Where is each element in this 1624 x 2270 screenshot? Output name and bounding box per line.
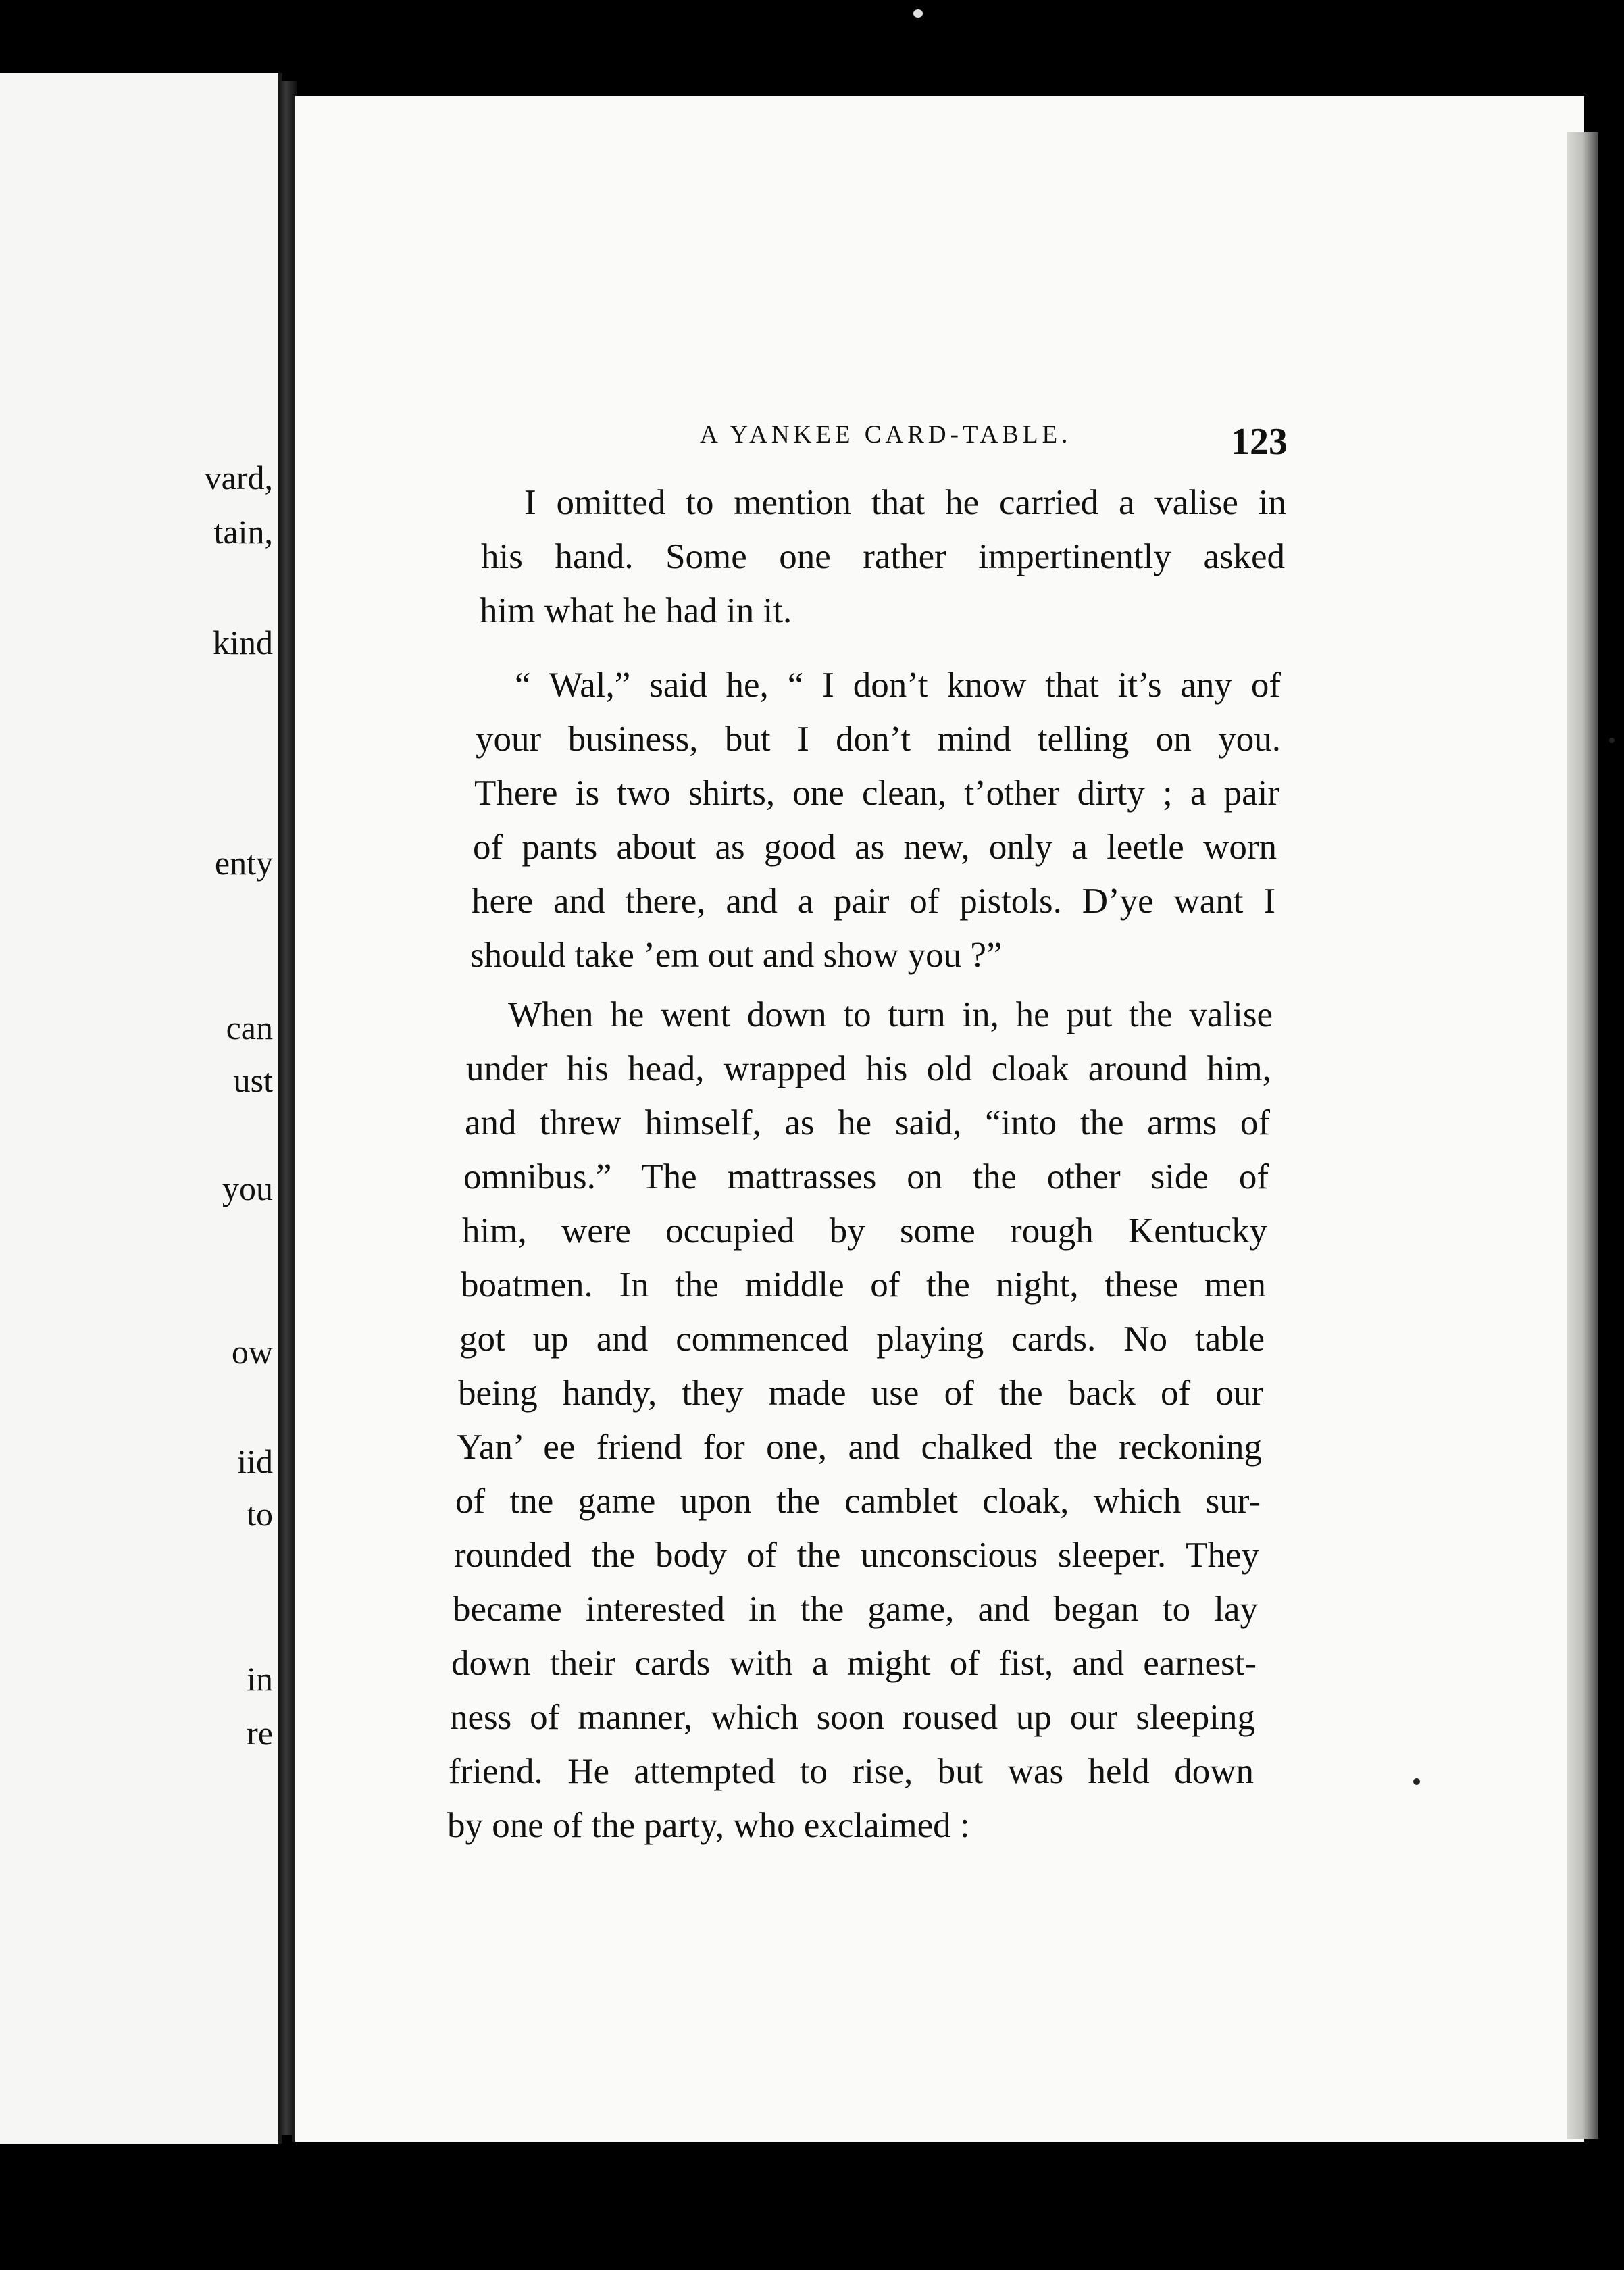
scan-speck [1609,738,1615,743]
left-page-line: can [226,1009,273,1046]
left-page-line: in [247,1660,273,1698]
text-line: got up and commenced playing cards. No table [459,1319,1265,1359]
page-edge-shadow [1567,132,1598,2139]
text-line: being handy, they made use of the back of our [458,1373,1263,1413]
text-line: “ Wal,” said he, “ I don’t know that it’s any of [515,665,1281,705]
text-line: should take ’em out and show you ?” [470,936,1003,975]
text-line: Yan’ ee friend for one, and chalked the reckoning [457,1428,1262,1467]
text-line: of pants about as good as new, only a leetle worn [473,828,1277,867]
page-number: 123 [1231,421,1288,463]
text-line: There is two shirts, one clean, t’other dirty ; a pair [474,774,1279,813]
left-page-line: kind [213,624,273,661]
scan-speck [913,9,923,18]
left-page-line: you [222,1169,273,1207]
text-line: his hand. Some one rather impertinently asked [481,537,1285,576]
text-line: ness of manner, which soon roused up our sleeping [450,1698,1255,1737]
left-page-line: re [247,1714,273,1752]
text-line: here and there, and a pair of pistols. D’ye want I [472,882,1275,921]
text-line: of tne game upon the camblet cloak, which sur- [455,1482,1261,1521]
text-line: rounded the body of the unconscious sleeper. They [454,1536,1259,1575]
left-page-line: ow [231,1333,273,1371]
text-line: your business, but I don’t mind telling on you. [476,720,1281,759]
text-line: and threw himself, as he said, “into the arms of [465,1103,1270,1142]
text-line: him, were occupied by some rough Kentucky [462,1211,1267,1251]
text-line: him what he had in it. [480,591,792,630]
left-page-line: vard, [204,459,273,497]
left-page-line: iid [237,1442,273,1480]
left-page-line: tain, [213,513,273,551]
text-line: down their cards with a might of fist, and earnest- [451,1644,1257,1683]
left-page-line: to [247,1495,273,1533]
text-line: became interested in the game, and began to lay [453,1590,1258,1629]
text-line: I omitted to mention that he carried a valise in [524,483,1286,522]
running-head: A YANKEE CARD-TABLE. [700,421,1072,449]
text-line: under his head, wrapped his old cloak around him, [466,1049,1271,1088]
text-line: friend. He attempted to rise, but was held down [449,1752,1254,1791]
scan-speck [1413,1778,1420,1785]
left-facing-page [0,73,282,2144]
text-line: omnibus.” The mattrasses on the other side of [463,1157,1269,1196]
left-page-line: enty [214,844,273,882]
text-line: When he went down to turn in, he put the valise [508,995,1273,1034]
text-line: boatmen. In the middle of the night, these men [461,1265,1266,1305]
text-line: by one of the party, who exclaimed : [447,1806,970,1845]
left-page-line: ust [233,1061,273,1099]
